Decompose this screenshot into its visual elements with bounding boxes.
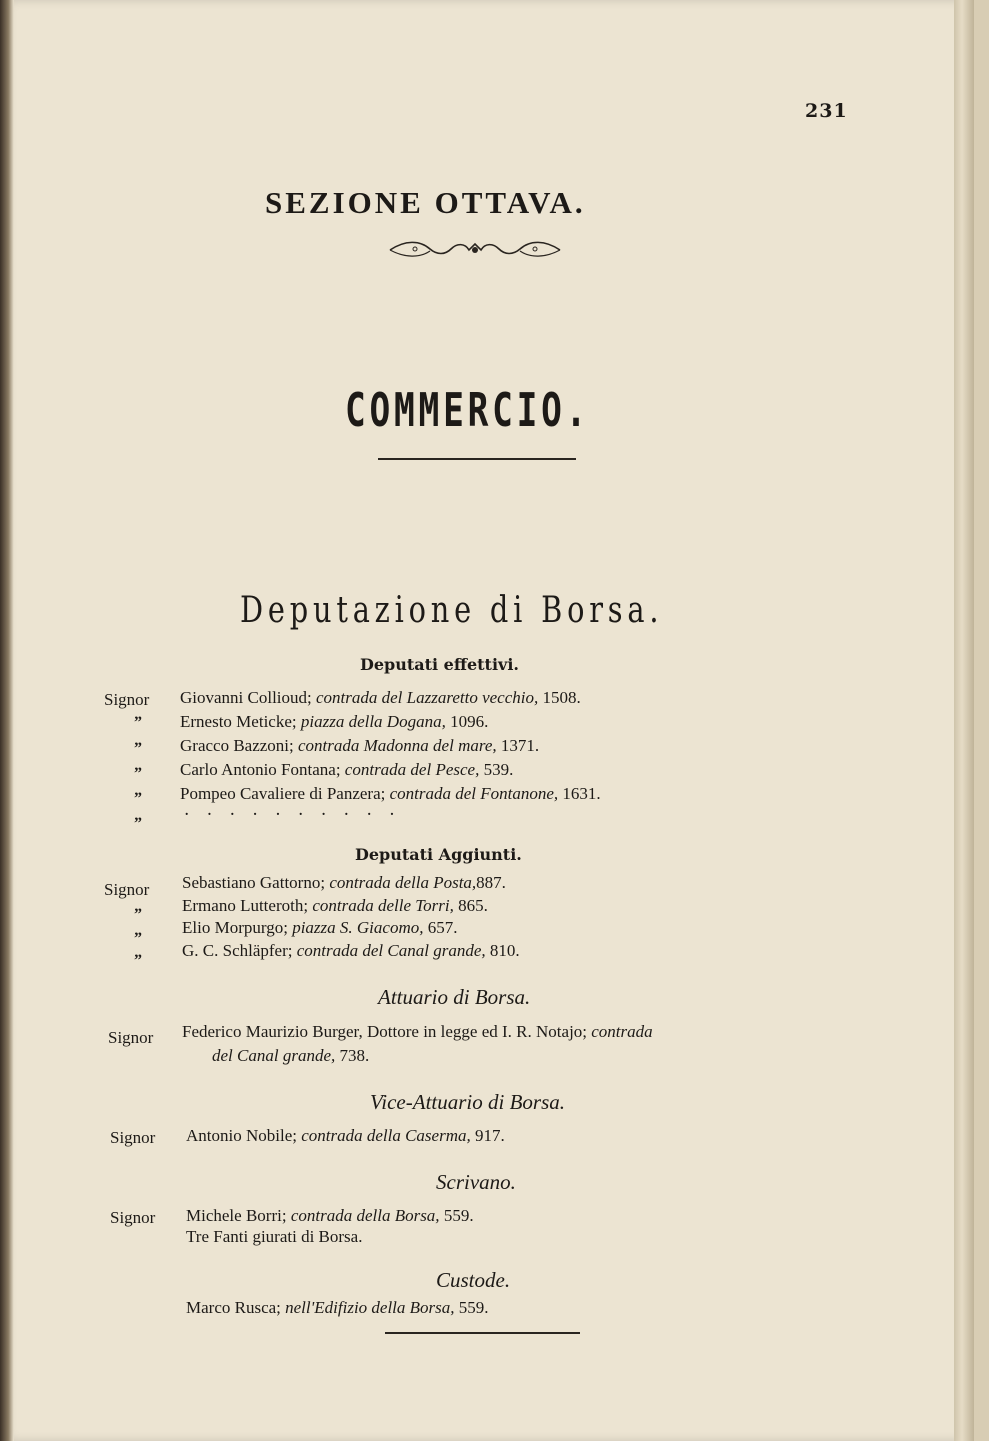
list-item: Pompeo Cavaliere di Panzera; contrada del Fontanone, 1631.	[180, 784, 601, 803]
aggiunti-heading: Deputati Aggiunti.	[355, 845, 522, 864]
divider-rule	[385, 1332, 580, 1334]
effettivi-heading: Deputati effettivi.	[360, 655, 519, 674]
scrivano-heading: Scrivano.	[436, 1170, 516, 1194]
vice-attuario-heading: Vice-Attuario di Borsa.	[370, 1090, 565, 1114]
signor-label: Signor	[108, 1028, 154, 1047]
list-item: Gracco Bazzoni; contrada Madonna del mare, 1371.	[180, 736, 540, 755]
list-item: Sebastiano Gattorno; contrada della Posta,887.	[182, 873, 506, 892]
custode-heading: Custode.	[436, 1268, 511, 1292]
list-item: Tre Fanti giurati di Borsa.	[186, 1227, 363, 1246]
dotted-leader: . . . . . . . . . .	[184, 800, 401, 820]
list-item: Ernesto Meticke; piazza della Dogana, 1096.	[180, 712, 489, 731]
list-item: Michele Borri; contrada della Borsa, 559.	[186, 1206, 474, 1225]
list-item: Elio Morpurgo; piazza S. Giacomo, 657.	[182, 918, 458, 937]
divider-rule	[378, 458, 576, 460]
list-item: Ermano Lutteroth; contrada delle Torri, 865.	[182, 896, 488, 915]
list-item: Giovanni Collioud; contrada del Lazzaretto vecchio, 1508.	[180, 688, 581, 707]
deputazione-heading: Deputazione di Borsa.	[240, 590, 664, 631]
list-item: G. C. Schläpfer; contrada del Canal grande, 810.	[182, 941, 520, 960]
main-title: COMMERCIO.	[345, 383, 591, 437]
ditto-mark: ”	[134, 952, 142, 969]
signor-label: Signor	[110, 1128, 156, 1147]
ditto-mark: ”	[134, 790, 142, 807]
list-item: Carlo Antonio Fontana; contrada del Pesce, 539.	[180, 760, 514, 779]
attuario-heading: Attuario di Borsa.	[378, 985, 531, 1009]
list-item: Antonio Nobile; contrada della Caserma, 917.	[186, 1126, 505, 1145]
ornament-flourish	[385, 238, 565, 260]
signor-label: Signor	[104, 690, 150, 709]
ditto-mark: ”	[134, 765, 142, 782]
ditto-mark: ”	[134, 740, 142, 757]
signor-label: Signor	[104, 880, 150, 899]
ditto-mark: ”	[134, 714, 142, 731]
binding-shadow	[0, 0, 14, 1441]
ditto-mark: ”	[134, 930, 142, 947]
signor-label: Signor	[110, 1208, 156, 1227]
page-edge	[954, 0, 974, 1441]
page-number: 231	[805, 100, 848, 122]
section-title: SEZIONE OTTAVA.	[265, 185, 586, 220]
list-item: Federico Maurizio Burger, Dottore in legge ed I. R. Notajo; contrada	[182, 1022, 653, 1041]
list-item: Marco Rusca; nell'Edifizio della Borsa, 559.	[186, 1298, 489, 1317]
list-item: del Canal grande, 738.	[212, 1046, 370, 1065]
ditto-mark: ”	[134, 906, 142, 923]
ditto-mark: ”	[134, 815, 142, 832]
